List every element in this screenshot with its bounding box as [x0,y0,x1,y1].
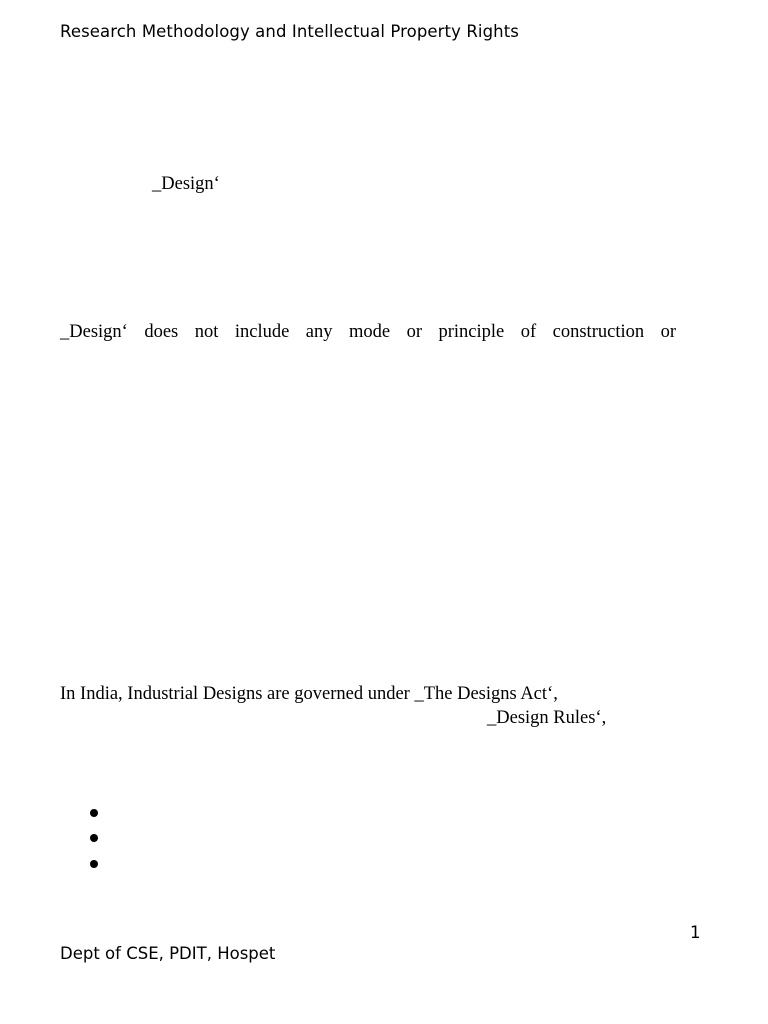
definition-word: or [660,322,676,342]
definition-word: mode [348,322,391,342]
bullet-point-icon [90,809,98,817]
definition-word: construction [552,322,645,342]
design-definition-line [60,322,676,343]
definition-word: include [234,322,290,342]
definition-word: or [406,322,422,342]
running-header: Research Methodology and Intellectual Property Rights [60,22,519,41]
design-term-heading: _Design‘ [152,174,220,194]
definition-word: principle [438,322,505,342]
design-rules-line: _Design Rules‘, [487,708,607,728]
page-number: 1 [690,923,701,942]
definition-word: not [194,322,219,342]
bullet-point-icon [90,860,98,868]
running-footer: Dept of CSE, PDIT, Hospet [60,944,276,963]
bullet-point-icon [90,834,98,842]
definition-word: does [144,322,179,342]
definition-word: any [305,322,333,342]
definition-word: of [520,322,537,342]
definition-word: _Design‘ [60,322,128,342]
india-designs-act-line: In India, Industrial Designs are governed under _The Designs Act‘, [60,684,558,704]
